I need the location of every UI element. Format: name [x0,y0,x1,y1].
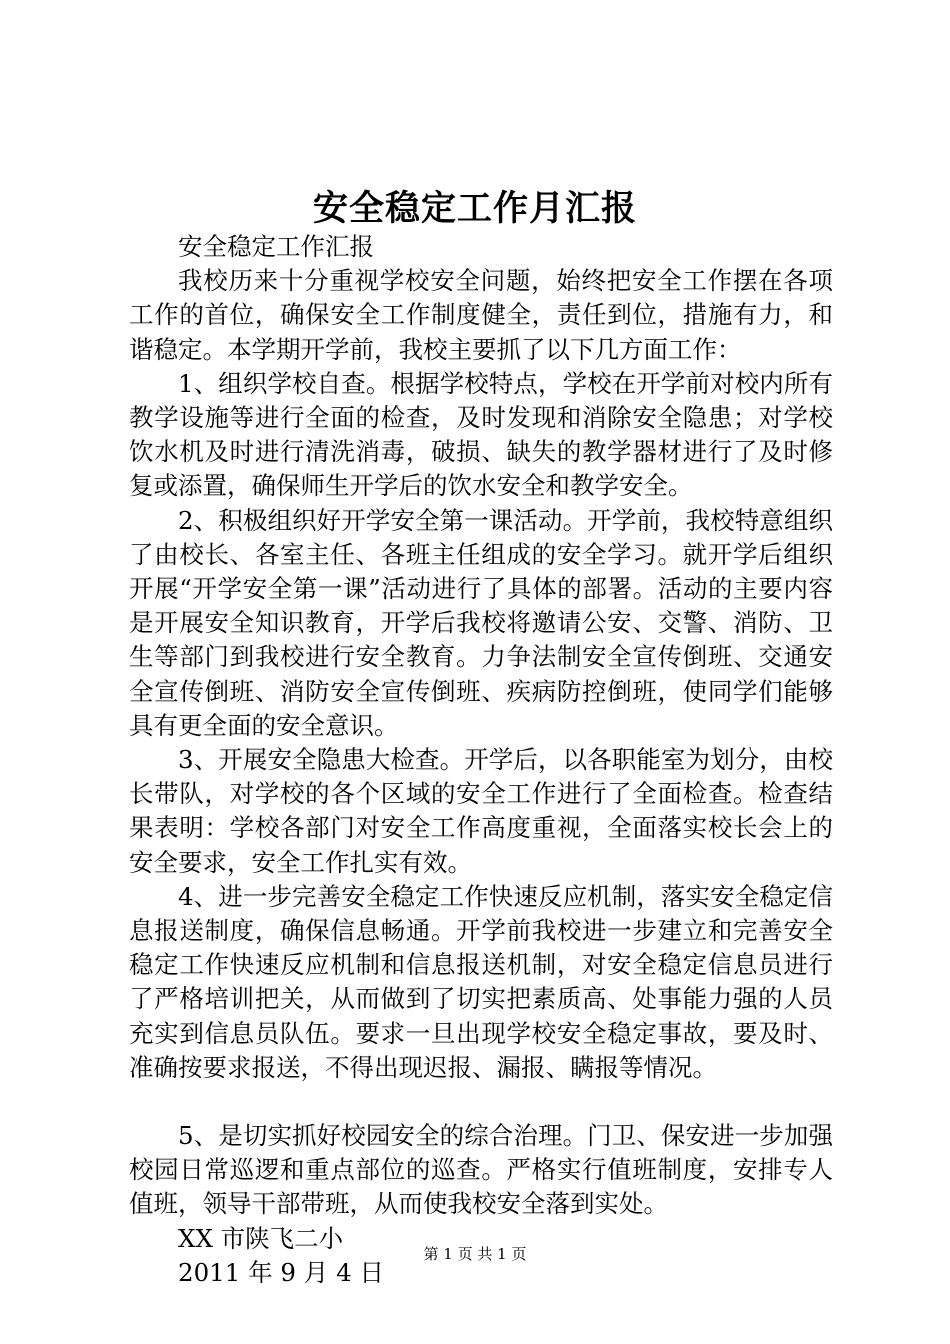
paragraph-item-2: 2、积极组织好开学安全第一课活动。开学前，我校特意组织了由校长、各室主任、各班主任组成的安全学习。就开学后组织开展“开学安全第一课”活动进行了具体的部署。活动的主要内容是开展安全知识教育，开学后我校将邀请公安、交警、消防、卫生等部门到我校进行安全教育。力争法制安全宣传倒班、交通安全宣传倒班、消防安全宣传倒班、疾病防控倒班，使同学们能够具有更全面的安全意识。 [129,505,833,740]
paragraph-item-1: 1、组织学校自查。根据学校特点，学校在开学前对校内所有教学设施等进行全面的检查，及时发现和消除安全隐患；对学校饮水机及时进行清洗消毒，破损、缺失的教学器材进行了及时修复或添置，确保师生开学后的饮水安全和教学安全。 [129,368,833,501]
page-footer: 第 1 页 共 1 页 [423,1245,527,1263]
document-subtitle: 安全稳定工作汇报 [178,232,374,261]
paragraph-item-3: 3、开展安全隐患大检查。开学后，以各职能室为划分，由校长带队，对学校的各个区域的安全工作进行了全面检查。检查结果表明：学校各部门对安全工作高度重视，全面落实校长会上的安全要求，安全工作扎实有效。 [129,745,833,877]
document-title: 安全稳定工作月汇报 [312,188,637,229]
paragraph-item-4: 4、进一步完善安全稳定工作快速反应机制，落实安全稳定信息报送制度，确保信息畅通。开学前我校进一步建立和完善安全稳定工作快速反应机制和信息报送机制，对安全稳定信息员进行了严格培训把关，从而做到了切实把素质高、处事能力强的人员充实到信息员队伍。要求一旦出现学校安全稳定事故，要及时、准确按要求报送，不得出现迟报、漏报、瞒报等情况。 [129,881,833,1082]
signature-organization: XX 市陕飞二小 [178,1223,344,1253]
paragraph-item-5: 5、是切实抓好校园安全的综合治理。门卫、保安进一步加强校园日常巡逻和重点部位的巡查。严格实行值班制度，安排专人值班，领导干部带班，从而使我校安全落到实处。 [129,1121,833,1219]
intro-paragraph: 我校历来十分重视学校安全问题，始终把安全工作摆在各项工作的首位，确保安全工作制度健全，责任到位，措施有力，和谐稳定。本学期开学前，我校主要抓了以下几方面工作： [129,266,833,364]
document-body [129,230,833,1290]
signature-date: 2011 年 9 月 4 日 [178,1257,384,1287]
